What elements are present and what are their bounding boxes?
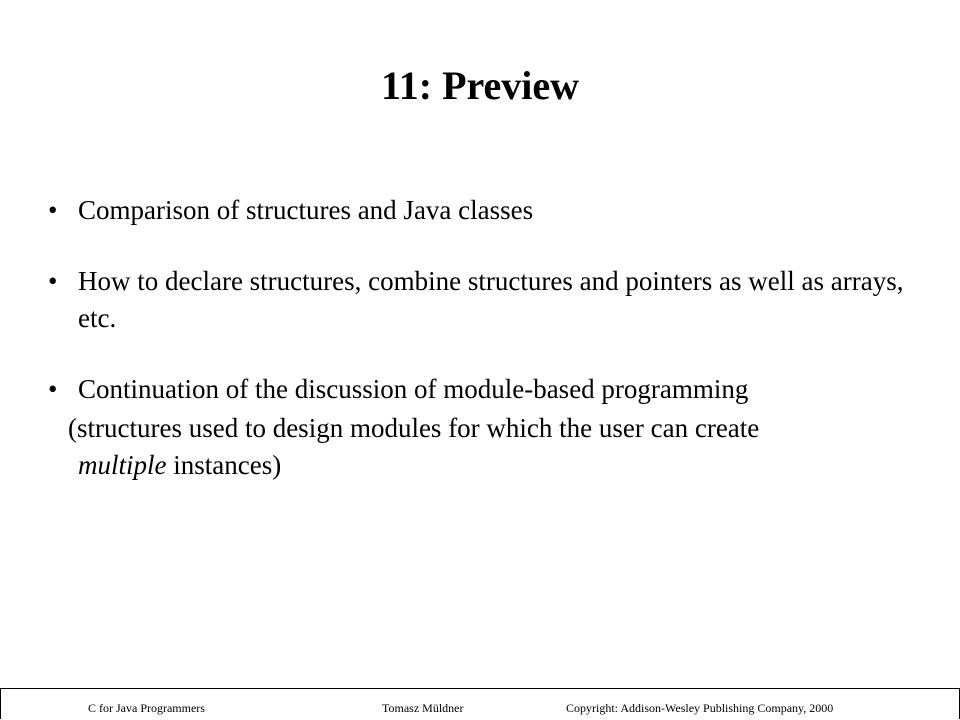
bullet-marker: •	[48, 195, 58, 225]
continuation-text: (structures used to design modules for which the user can create	[68, 413, 760, 443]
slide-title: 11: Preview	[380, 63, 580, 108]
bullet-marker: •	[48, 266, 58, 296]
emphasized-word: multiple	[78, 450, 167, 480]
bullet-item	[48, 192, 928, 229]
bullet-item	[48, 263, 928, 337]
bullet-continuation	[68, 410, 928, 484]
continuation-tail: instances)	[166, 450, 282, 480]
bullet-item	[48, 371, 928, 484]
bullet-text: How to declare structures, combine structures and pointers as well as arrays, etc.	[78, 266, 904, 333]
footer	[0, 698, 960, 718]
footer-course: C for Java Programmers	[88, 701, 205, 715]
continuation-line	[68, 447, 928, 484]
bullet-marker: •	[48, 374, 58, 404]
bullet-text: Continuation of the discussion of module-based programming	[78, 374, 749, 404]
bullet-text: Comparison of structures and Java classes	[78, 195, 534, 225]
footer-author: Tomasz Müldner	[382, 701, 464, 715]
footer-copyright: Copyright: Addison-Wesley Publishing Company, 2000	[566, 701, 834, 715]
bullet-list	[48, 192, 928, 484]
